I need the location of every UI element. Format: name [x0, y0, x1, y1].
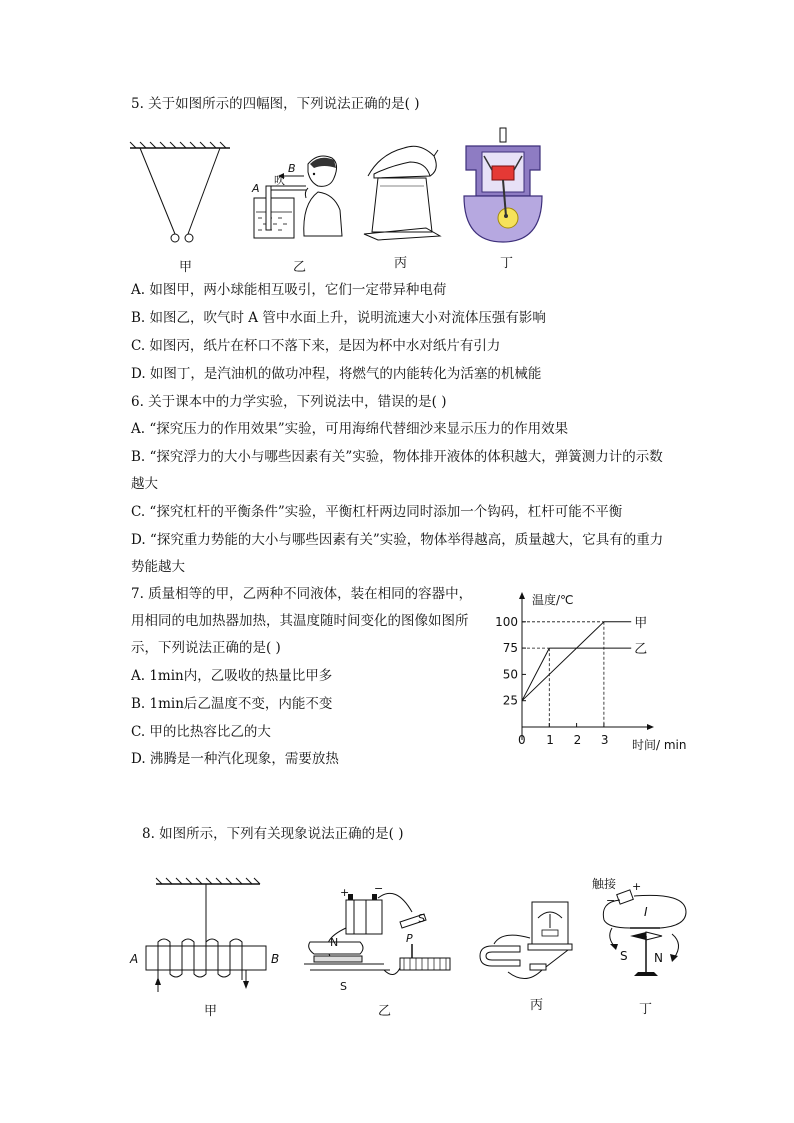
q8-caption-yi: 乙 — [378, 1004, 392, 1019]
q6-option-d-cont: 势能越大 — [131, 559, 185, 575]
chart-x-tick-label: 2 — [573, 733, 582, 747]
q5-stem: 5. 关于如图所示的四幅图，下列说法正确的是( ) — [131, 96, 420, 112]
q6-option-c: C. “探究杠杆的平衡条件”实验，平衡杠杆两边同时添加一个钩码，杠杆可能不平衡 — [131, 504, 623, 520]
q8-caption-ding: 丁 — [639, 1002, 653, 1017]
chart-x-arrow — [647, 724, 654, 730]
q8-label-a: A — [130, 952, 139, 966]
chart-series-segment-yi — [522, 648, 549, 701]
chart-x-tick-label: 3 — [600, 733, 609, 747]
q7-option-d: D. 沸腾是一种汽化现象，需要放热 — [131, 751, 339, 767]
q5-option-b: B. 如图乙，吹气时 A 管中水面上升，说明流速大小对流体压强有影响 — [131, 310, 546, 326]
q8-caption-jia: 甲 — [204, 1004, 218, 1019]
q8-ding-label-s: S — [620, 949, 628, 963]
q8-label-plus: + — [340, 886, 350, 899]
q5-fig-ding — [460, 126, 546, 248]
q5-fig-jia — [128, 140, 232, 250]
q8-label-b: B — [271, 952, 280, 966]
q8-label-minus: − — [374, 882, 384, 895]
q8-fig-jia — [126, 876, 284, 996]
q8-fig-bing — [472, 894, 582, 990]
q8-label-p: P — [406, 932, 413, 945]
q5-label-b: B — [288, 162, 296, 175]
q5-label-blow: 吹 — [274, 174, 285, 187]
chart-x-tick-label: 0 — [518, 733, 526, 747]
q5-caption-bing: 丙 — [394, 256, 408, 271]
q5-fig-yi — [248, 150, 346, 242]
q8-label-touch: 触接 — [592, 877, 617, 891]
q7-option-c: C. 甲的比热容比乙的大 — [131, 724, 271, 740]
q6-option-b: B. “探究浮力的大小与哪些因素有关”实验，物体排开液体的体积越大，弹簧测力计的示数 — [131, 449, 663, 465]
q8-fig-ding — [590, 872, 700, 990]
q8-label-current: I — [644, 905, 648, 919]
q5-option-d: D. 如图丁，是汽油机的做功冲程，将燃气的内能转化为活塞的机械能 — [131, 366, 542, 382]
chart-y-tick-label: 25 — [502, 693, 518, 708]
q8-caption-bing: 丙 — [530, 998, 544, 1013]
q6-option-a: A. “探究压力的作用效果”实验，可用海绵代替细沙来显示压力的作用效果 — [131, 421, 569, 437]
q7-stem-line3: 示，下列说法正确的是( ) — [131, 640, 281, 656]
chart-x-label: 时间/ min — [632, 738, 687, 752]
q7-stem-line2: 用相同的电加热器加热，其温度随时间变化的图像如图所 — [131, 613, 469, 629]
chart-series-label: 甲 — [634, 615, 648, 631]
chart-y-tick-label: 50 — [502, 667, 518, 682]
q8-ding-label-n: N — [654, 951, 663, 965]
q7-stem-line1: 7. 质量相等的甲，乙两种不同液体，装在相同的容器中， — [131, 586, 473, 602]
chart-series-label: 乙 — [634, 642, 648, 658]
q8-stem: 8. 如图所示，下列有关现象说法正确的是( ) — [142, 826, 404, 842]
q5-caption-jia: 甲 — [179, 260, 193, 275]
q5-option-c: C. 如图丙，纸片在杯口不落下来，是因为杯中水对纸片有引力 — [131, 338, 501, 354]
q8-yi-label-switch-s: S — [418, 912, 425, 925]
q7-option-a: A. 1min内，乙吸收的热量比甲多 — [131, 668, 333, 684]
q8-yi-label-s: S — [340, 980, 347, 993]
q6-option-b-cont: 越大 — [131, 476, 158, 492]
q7-option-b: B. 1min后乙温度不变，内能不变 — [131, 696, 333, 712]
q5-option-a: A. 如图甲，两小球能相互吸引，它们一定带异种电荷 — [131, 282, 447, 298]
chart-y-arrow — [519, 592, 525, 599]
q7-temperature-chart — [495, 588, 700, 758]
chart-x-tick-label: 1 — [546, 733, 554, 747]
q5-fig-bing — [360, 140, 444, 240]
chart-y-tick-label: 75 — [502, 641, 518, 656]
q6-stem: 6. 关于课本中的力学实验，下列说法中，错误的是( ) — [131, 394, 447, 410]
q8-ding-label-minus: − — [606, 894, 616, 907]
q5-label-a: A — [252, 182, 260, 195]
chart-y-label: 温度/℃ — [532, 593, 574, 607]
q5-caption-yi: 乙 — [293, 260, 307, 275]
q8-fig-yi — [300, 884, 460, 994]
chart-y-tick-label: 100 — [495, 614, 518, 629]
q6-option-d: D. “探究重力势能的大小与哪些因素有关”实验，物体举得越高，质量越大，它具有的重力 — [131, 532, 664, 548]
q8-ding-label-plus: + — [632, 880, 642, 893]
q5-caption-ding: 丁 — [500, 256, 514, 271]
q8-yi-label-n: N — [330, 936, 339, 949]
chart-series-segment-jia — [522, 622, 604, 701]
